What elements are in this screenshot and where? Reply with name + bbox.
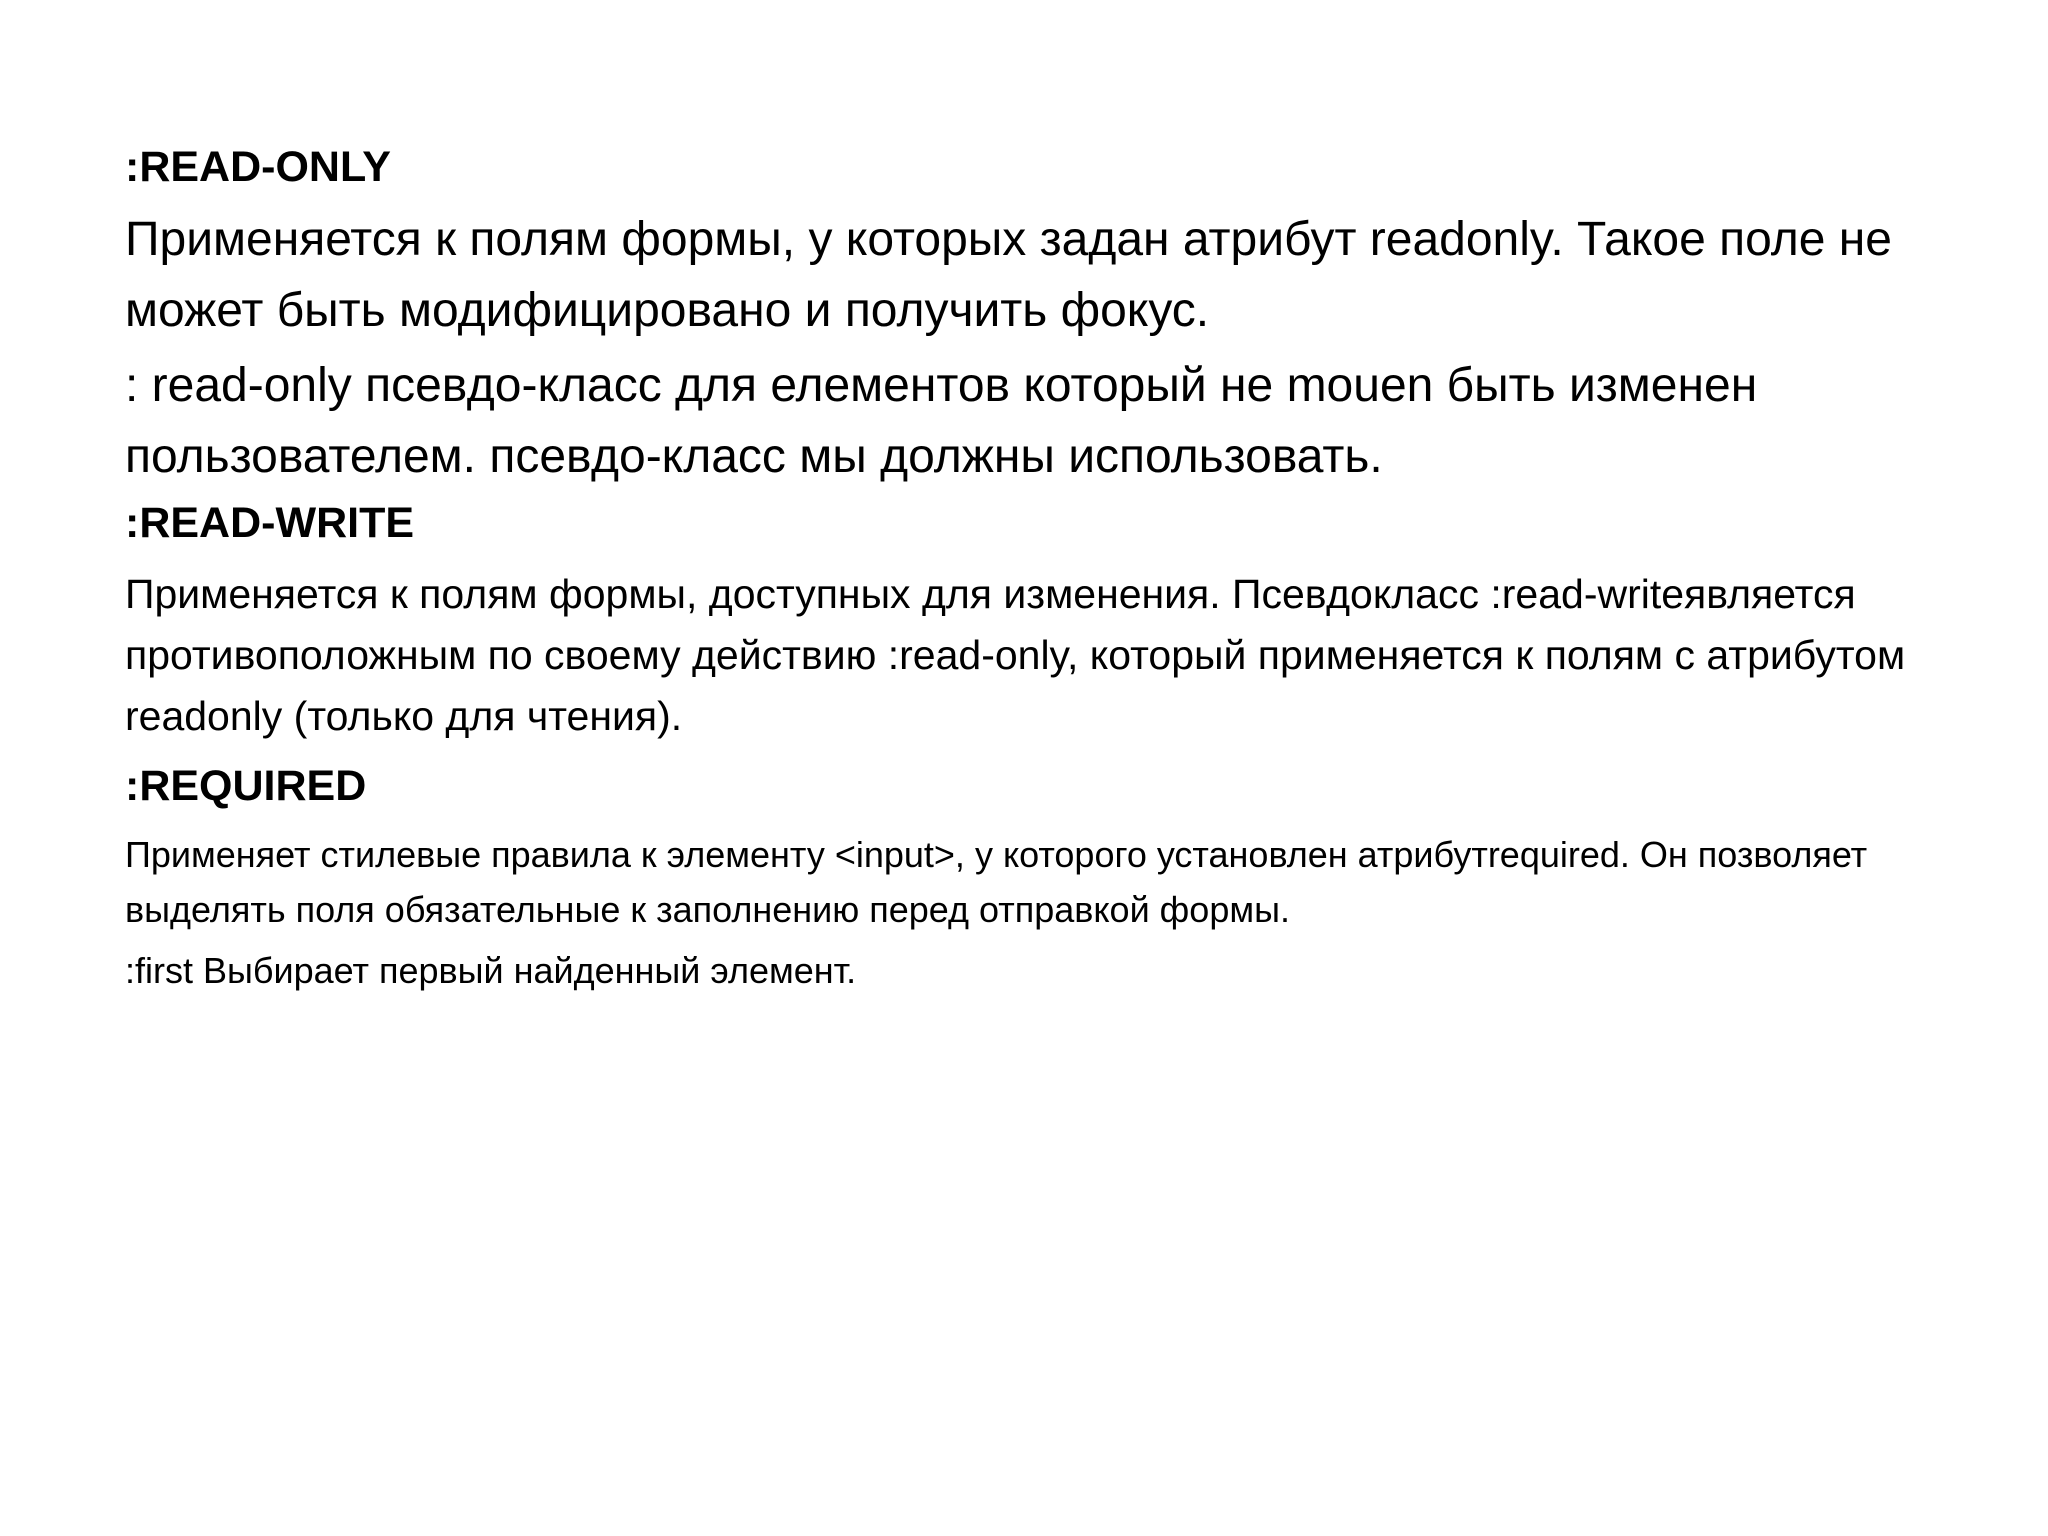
paragraph-required-description: Применяет стилевые правила к элементу <input>, у которого установлен атрибутrequired. Он позволяет выделять поля обязательные к заполнению перед отправкой формы. (125, 834, 1868, 930)
paragraph-read-only-description: Применяется к полям формы, у которых задан атрибут readonly. Такое поле не может быть модифицировано и получить фокус. (125, 213, 1892, 337)
heading-required: :REQUIRED (125, 762, 367, 810)
paragraph-first-description: :first Выбирает первый найденный элемент. (125, 950, 857, 991)
heading-read-write: :READ-WRITE (125, 499, 415, 547)
heading-read-only: :READ-ONLY (125, 143, 391, 191)
paragraph-read-write-description: Применяется к полям формы, доступных для изменения. Псевдокласс :read-writeявляется противоположным по своему действию :read-only, который применяется к полям с атрибутом readonly (только для чтения). (125, 571, 1906, 739)
paragraph-read-only-note: : read-only псевдо-класс для елементов который не mouen быть изменен пользователем. псевдо-класс мы должны использовать. (125, 359, 1758, 483)
slide-content (125, 138, 2005, 998)
